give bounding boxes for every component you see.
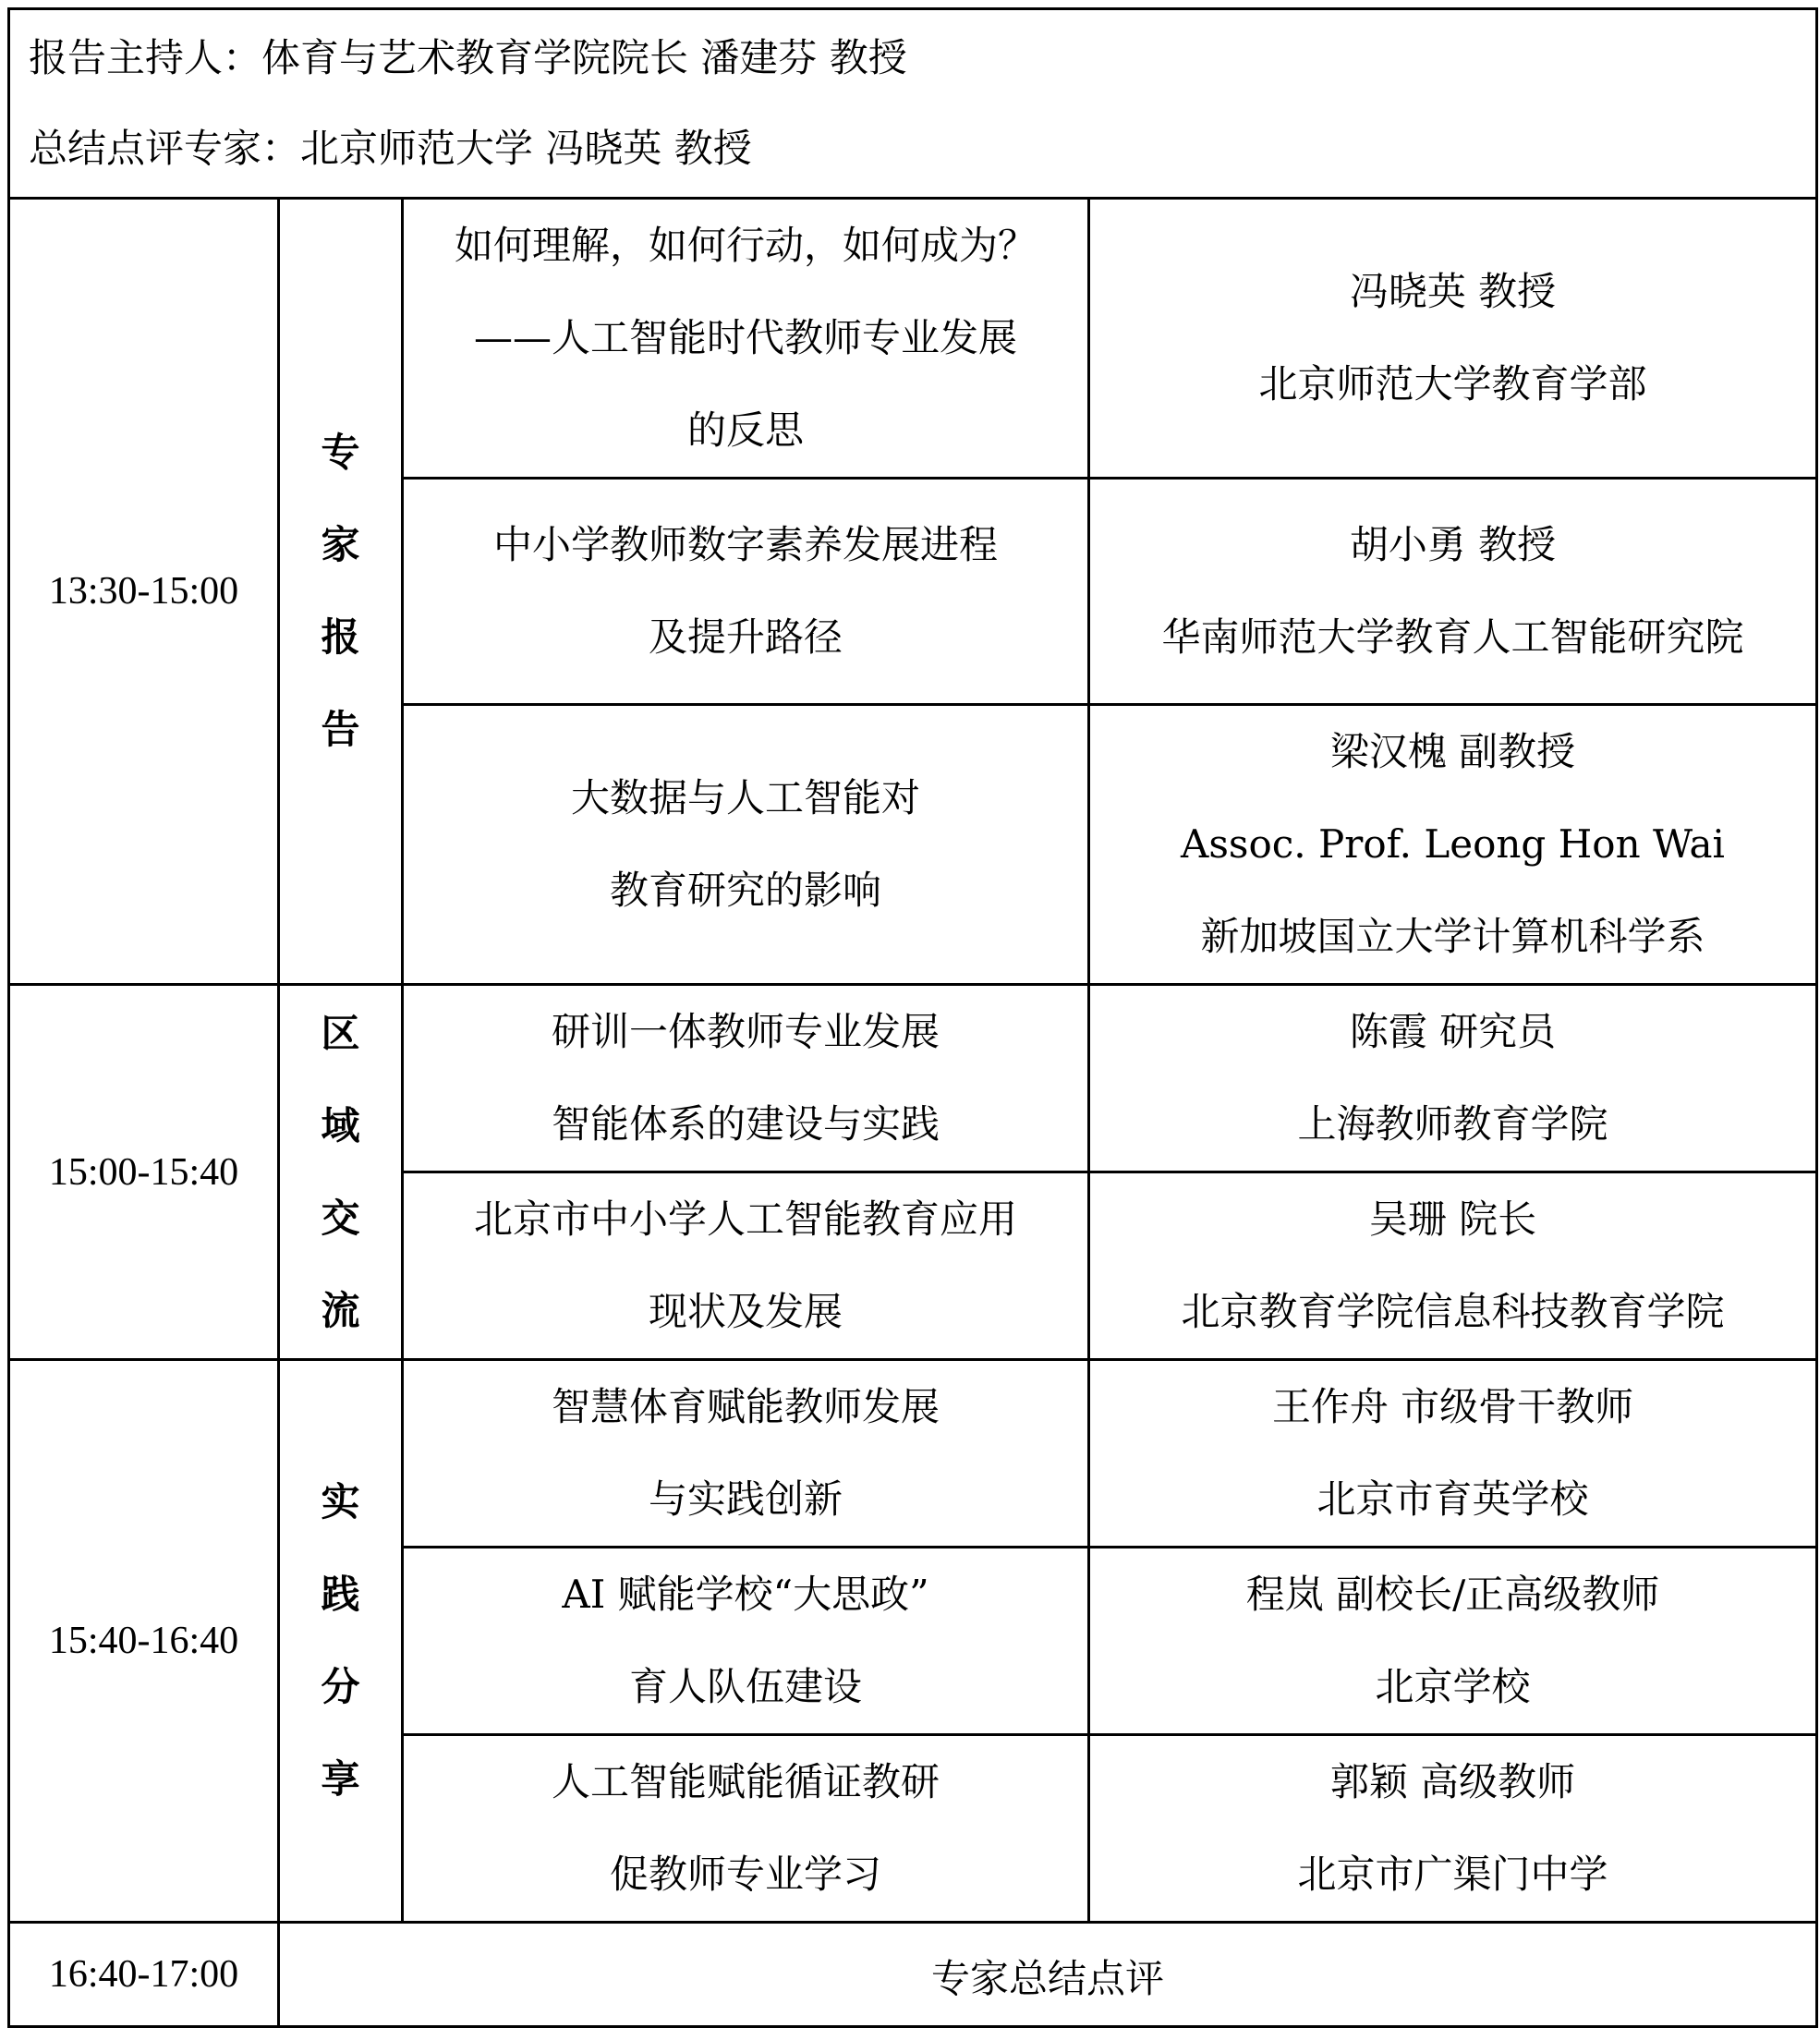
talk-speaker	[1089, 1172, 1817, 1360]
agenda-sheet	[7, 7, 1815, 2004]
header-row	[9, 9, 1817, 199]
speaker-name: 王作舟 市级骨干教师	[1271, 1384, 1634, 1429]
section-char: 分	[321, 1664, 360, 1709]
title-line: 的反思	[686, 407, 804, 453]
table-row	[9, 1360, 1817, 1548]
table-row	[9, 985, 1817, 1172]
speaker-name: 胡小勇 教授	[1349, 522, 1557, 567]
section-char: 家	[321, 522, 360, 567]
talk-speaker	[1089, 985, 1817, 1172]
section-char: 流	[321, 1287, 360, 1333]
talk-title	[403, 1548, 1089, 1735]
title-line: 中小学教师数字素养发展进程	[492, 522, 998, 567]
talk-title	[403, 1735, 1089, 1923]
title-line: AI 赋能学校“大思政”	[562, 1572, 929, 1617]
section-char: 报	[321, 614, 360, 660]
title-line: 与实践创新	[648, 1476, 843, 1522]
talk-speaker	[1089, 1735, 1817, 1923]
title-line: 北京市中小学人工智能教育应用	[473, 1196, 1017, 1242]
talk-title	[403, 705, 1089, 985]
section-char: 区	[321, 1010, 360, 1056]
speaker-name: 程岚 副校长/正高级教师	[1245, 1572, 1660, 1617]
section-char: 专	[321, 430, 360, 475]
host-line: 报告主持人：体育与艺术教育学院院长 潘建芬 教授	[29, 35, 907, 80]
closing-row	[9, 1923, 1817, 2027]
speaker-name: 郭颖 高级教师	[1329, 1759, 1576, 1804]
section-char: 享	[321, 1756, 360, 1802]
title-line: 人工智能赋能循证教研	[551, 1759, 940, 1804]
title-line: 及提升路径	[648, 614, 843, 660]
talk-speaker	[1089, 1548, 1817, 1735]
title-line: ——人工智能时代教师专业发展	[473, 315, 1017, 360]
talk-title	[403, 479, 1089, 705]
section-char: 域	[321, 1102, 360, 1148]
talk-speaker	[1089, 479, 1817, 705]
speaker-name: 梁汉槐 副教授	[1329, 729, 1576, 774]
talk-title	[403, 985, 1089, 1172]
table-row	[9, 199, 1817, 479]
title-line: 教育研究的影响	[609, 868, 881, 913]
speaker-affiliation: 北京学校	[1375, 1664, 1531, 1709]
reviewer-line: 总结点评专家：北京师范大学 冯晓英 教授	[29, 126, 752, 171]
speaker-affiliation: 华南师范大学教育人工智能研究院	[1161, 614, 1744, 660]
title-line: 育人队伍建设	[628, 1664, 862, 1709]
title-line: 智能体系的建设与实践	[551, 1101, 940, 1147]
section-char: 践	[321, 1572, 360, 1617]
talk-title	[403, 1172, 1089, 1360]
closing-label: 专家总结点评	[279, 1923, 1817, 2027]
section-label	[279, 1360, 403, 1923]
talk-title	[403, 1360, 1089, 1548]
speaker-name-english: Assoc. Prof. Leong Hon Wai	[1181, 821, 1725, 867]
speaker-affiliation: 北京教育学院信息科技教育学院	[1181, 1289, 1725, 1334]
time-cell: 15:00-15:40	[9, 985, 279, 1360]
speaker-affiliation: 上海教师教育学院	[1297, 1101, 1608, 1147]
section-label	[279, 985, 403, 1360]
talk-title	[403, 199, 1089, 479]
title-line: 大数据与人工智能对	[570, 775, 920, 820]
agenda-table	[7, 7, 1818, 2028]
time-cell: 13:30-15:00	[9, 199, 279, 985]
title-line: 智慧体育赋能教师发展	[551, 1384, 940, 1429]
section-char: 交	[321, 1195, 360, 1241]
talk-speaker	[1089, 199, 1817, 479]
speaker-affiliation: 新加坡国立大学计算机科学系	[1200, 914, 1705, 959]
speaker-affiliation: 北京师范大学教育学部	[1258, 361, 1647, 407]
section-char: 实	[321, 1479, 360, 1524]
speaker-name: 冯晓英 教授	[1349, 269, 1557, 314]
talk-speaker	[1089, 705, 1817, 985]
title-line: 研训一体教师专业发展	[551, 1009, 940, 1054]
section-label	[279, 199, 403, 985]
title-line: 现状及发展	[648, 1289, 843, 1334]
speaker-affiliation: 北京市育英学校	[1316, 1476, 1589, 1522]
title-line: 促教师专业学习	[609, 1852, 881, 1897]
section-char: 告	[321, 707, 360, 752]
closing-time: 16:40-17:00	[9, 1923, 279, 2027]
speaker-name: 陈霞 研究员	[1349, 1009, 1557, 1054]
time-cell: 15:40-16:40	[9, 1360, 279, 1923]
header-cell	[9, 9, 1817, 199]
title-line: 如何理解，如何行动，如何成为？	[454, 223, 1037, 268]
talk-speaker	[1089, 1360, 1817, 1548]
speaker-affiliation: 北京市广渠门中学	[1297, 1852, 1608, 1897]
speaker-name: 吴珊 院长	[1368, 1196, 1537, 1242]
